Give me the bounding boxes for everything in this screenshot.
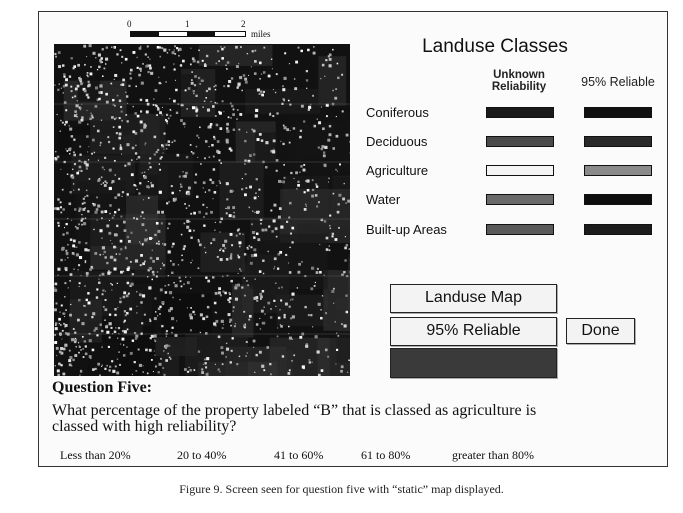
scale-bar <box>127 19 277 45</box>
swatch-unknown <box>486 224 554 235</box>
answer-option-2[interactable]: 20 to 40% <box>177 448 227 462</box>
figure-caption: Figure 9. Screen seen for question five with “static” map displayed. <box>179 482 504 496</box>
95-reliable-button[interactable]: 95% Reliable <box>390 317 557 346</box>
legend-row-deciduous <box>366 132 666 152</box>
legend-label: Built-up Areas <box>366 222 447 237</box>
done-button[interactable]: Done <box>566 318 635 344</box>
legend-label: Coniferous <box>366 105 429 120</box>
swatch-reliable <box>584 224 652 235</box>
scale-bar-graphic <box>130 31 246 37</box>
legend-row-built-up-areas <box>366 220 666 240</box>
swatch-reliable <box>584 107 652 118</box>
blank-dark-button[interactable] <box>390 348 557 378</box>
scale-tick-2: 2 <box>241 19 246 29</box>
landuse-map-button[interactable]: Landuse Map <box>390 284 557 313</box>
answer-option-3[interactable]: 41 to 60% <box>274 448 324 462</box>
legend-column-unknown-reliability: Unknown Reliability <box>491 69 547 93</box>
legend-label: Agriculture <box>366 163 429 178</box>
swatch-unknown <box>486 194 554 205</box>
scale-tick-1: 1 <box>185 19 190 29</box>
question-text: What percentage of the property labeled “B” that is classed as agriculture is classed with high reliability? <box>52 402 537 435</box>
legend-row-water <box>366 190 666 210</box>
swatch-unknown <box>486 136 554 147</box>
scale-unit: miles <box>251 29 271 39</box>
answer-option-5[interactable]: greater than 80% <box>452 448 534 462</box>
answer-option-4[interactable]: 61 to 80% <box>361 448 411 462</box>
answer-option-1[interactable]: Less than 20% <box>60 448 131 462</box>
scale-tick-0: 0 <box>127 19 132 29</box>
swatch-unknown <box>486 107 554 118</box>
swatch-unknown <box>486 165 554 176</box>
swatch-reliable <box>584 194 652 205</box>
legend-row-coniferous <box>366 103 666 123</box>
legend-title: Landuse Classes <box>422 36 568 57</box>
question-title: Question Five: <box>52 379 152 396</box>
legend-label: Water <box>366 192 401 207</box>
landuse-map-image[interactable] <box>54 44 350 376</box>
swatch-reliable <box>584 165 652 176</box>
legend-label: Deciduous <box>366 134 428 149</box>
answer-options <box>60 448 580 464</box>
legend-column-95-reliable: 95% Reliable <box>581 75 655 89</box>
legend-row-agriculture <box>366 161 666 181</box>
swatch-reliable <box>584 136 652 147</box>
